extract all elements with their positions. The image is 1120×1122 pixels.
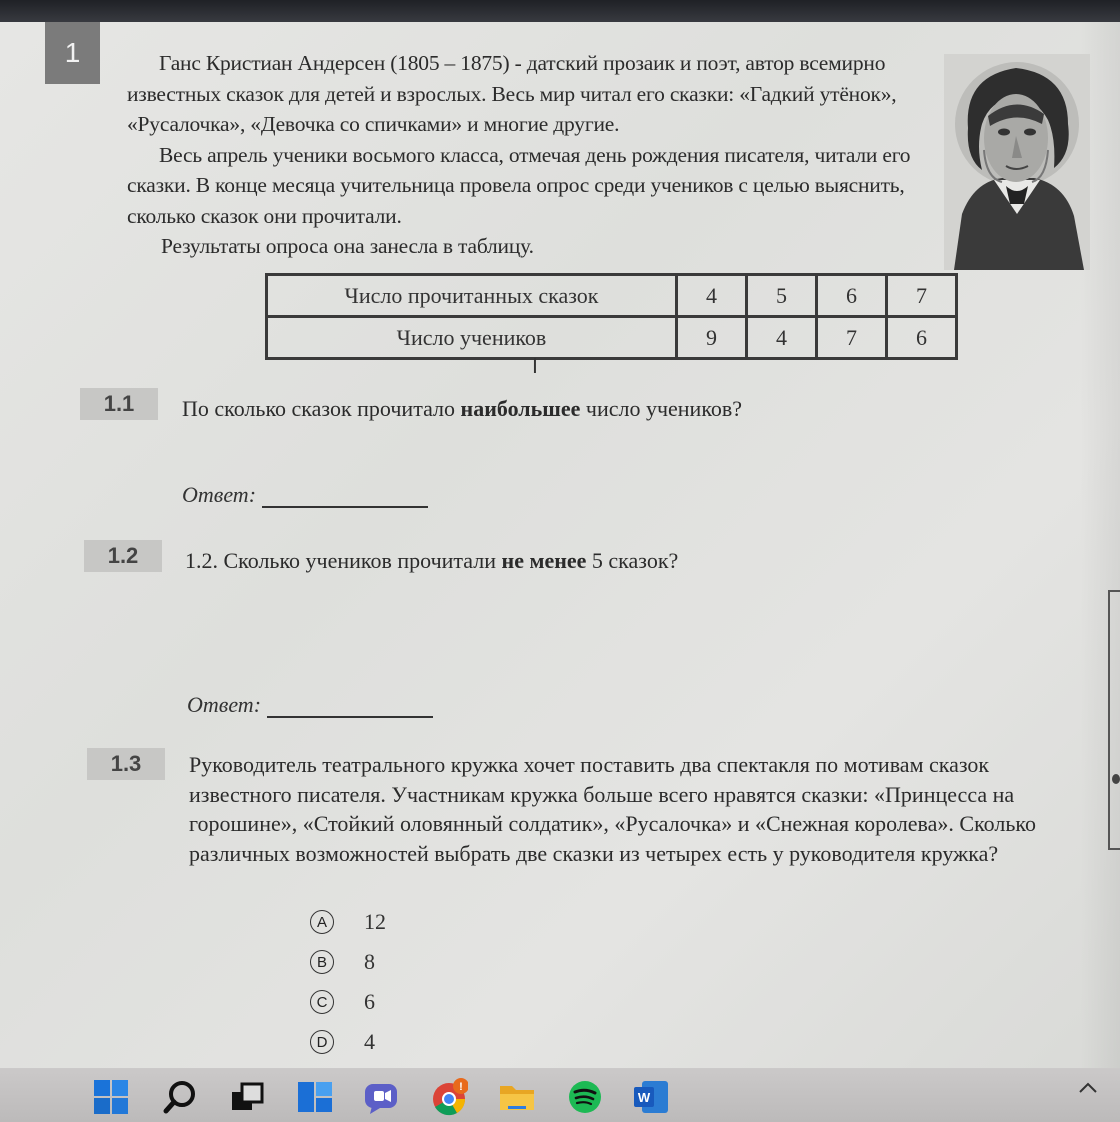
question-1-2-badge: 1.2 [84,540,162,572]
word-letter: W [637,1090,651,1105]
question-1-1-text [182,394,982,423]
table-cell: 6 [887,317,957,359]
option-letter-circle[interactable]: A [310,910,334,934]
question-emphasis: наибольшее [460,396,581,421]
option-value: 8 [364,949,375,974]
document-page [0,22,1120,1068]
option-value: 6 [364,989,375,1014]
option-letter-circle[interactable]: D [310,1030,334,1054]
table-row-label: Число прочитанных сказок [267,275,677,317]
table-cell: 7 [817,317,887,359]
table-cell: 4 [677,275,747,317]
file-explorer-icon[interactable] [498,1078,536,1116]
question-text-part: По сколько сказок прочитало [182,396,461,421]
table-row [267,317,957,359]
chrome-icon[interactable] [430,1078,468,1116]
chevron-up-icon[interactable] [1076,1078,1100,1098]
table-cell: 5 [747,275,817,317]
intro-paragraph-3: Результаты опроса она занесла в таблицу. [161,234,534,258]
answer-label: Ответ: [187,692,262,717]
chrome-notification-badge: ! [459,1081,463,1093]
question-text-part: число учеников? [580,396,743,421]
question-1-2-text [185,546,985,575]
question-1-3-badge: 1.3 [87,748,165,780]
widgets-icon[interactable] [296,1078,334,1116]
task-intro [127,48,927,262]
option-a[interactable] [310,902,386,942]
taskbar [0,1068,1120,1122]
windows-start-icon[interactable] [92,1078,130,1116]
option-b[interactable] [310,942,386,982]
answer-1-1-field[interactable] [262,488,428,508]
monitor-bezel [0,0,1120,24]
question-text-part: 1.2. Сколько учеников прочитали [185,548,502,573]
answer-1-2-field[interactable] [267,698,433,718]
table-cell: 6 [817,275,887,317]
word-icon[interactable] [632,1078,670,1116]
answer-1-2 [187,692,433,718]
answer-1-1 [182,482,428,508]
survey-table [265,273,958,360]
table-cell: 9 [677,317,747,359]
scrollbar-edge[interactable] [1108,590,1120,850]
spotify-icon[interactable] [566,1078,604,1116]
option-letter-circle[interactable]: C [310,990,334,1014]
question-emphasis: не менее [501,548,587,573]
table-cell: 7 [887,275,957,317]
answer-options [310,902,386,1062]
option-c[interactable] [310,982,386,1022]
task-view-icon[interactable] [228,1078,266,1116]
scroll-indicator [1112,774,1120,784]
intro-paragraph-2: Весь апрель ученики восьмого класса, отмечая день рождения писателя, читали его сказки. В конце месяца учительница провела опрос среди учеников с целью выяснить, сколько сказок они прочитали. [127,142,911,228]
teams-chat-icon[interactable] [362,1078,400,1116]
table-row [267,275,957,317]
question-1-1-badge: 1.1 [80,388,158,420]
task-number-badge: 1 [45,22,100,84]
option-d[interactable] [310,1022,386,1062]
option-value: 12 [364,909,386,934]
andersen-portrait-image [944,54,1090,270]
table-row-label: Число учеников [267,317,677,359]
option-letter-circle[interactable]: B [310,950,334,974]
answer-label: Ответ: [182,482,257,507]
text-cursor-icon: I [532,354,538,378]
search-icon[interactable] [162,1078,200,1116]
intro-paragraph-1: Ганс Кристиан Андерсен (1805 – 1875) - датский прозаик и поэт, автор всемирно известных сказок для детей и взрослых. Весь мир читал его сказки: «Гадкий утёнок», «Русалочка», «Девочка со спичками» и многие другие. [127,51,897,136]
table-cell: 4 [747,317,817,359]
question-1-3-text: Руководитель театрального кружка хочет поставить два спектакля по мотивам сказок известного писателя. Участникам кружка больше всего нравятся сказки: «Принцесса на горошине», «Стойкий оловянный солдатик», «Русалочка» и «Снежная королева». Сколько различных возможностей выбрать две сказки из четырех есть у руководителя кружка? [189,752,1036,866]
question-text-part: 5 сказок? [586,548,679,573]
option-value: 4 [364,1029,375,1054]
